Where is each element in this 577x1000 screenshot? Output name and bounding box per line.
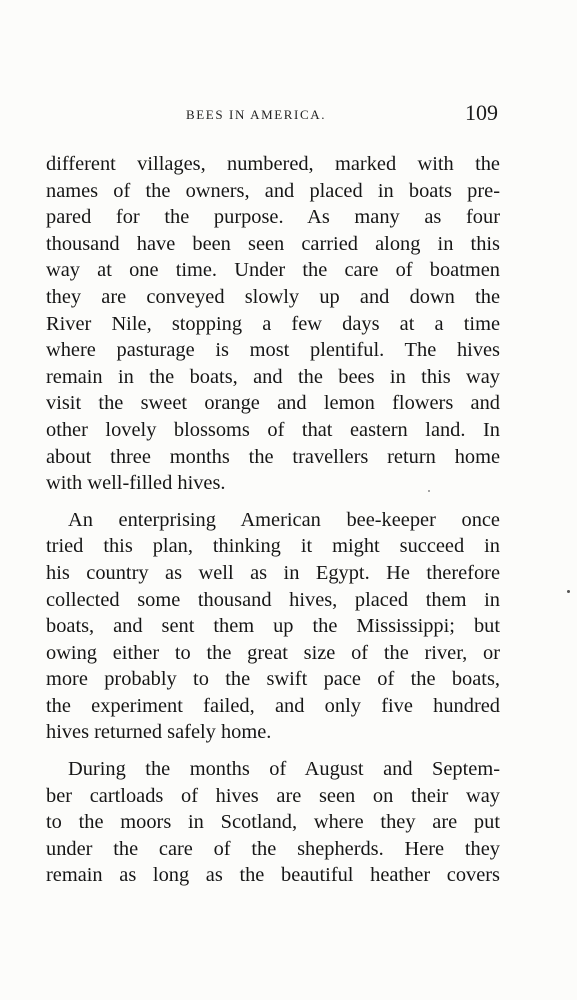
text-line: the experiment failed, and only five hundred <box>46 694 500 717</box>
text-line: to the moors in Scotland, where they are put <box>46 811 500 834</box>
print-speck <box>567 590 570 593</box>
text-line: under the care of the shepherds. Here they <box>46 837 500 860</box>
text-line: more probably to the swift pace of the boats, <box>46 668 500 691</box>
text-line: During the months of August and Septem- <box>68 758 500 781</box>
page-header <box>46 100 498 130</box>
text-line: with well-filled hives. <box>46 472 226 495</box>
text-line: names of the owners, and placed in boats pre- <box>46 179 500 202</box>
text-line: about three months the travellers return home <box>46 445 500 468</box>
paragraph-2 <box>46 507 500 746</box>
page-number: 109 <box>465 100 498 125</box>
body-text <box>46 151 500 889</box>
text-line: ber cartloads of hives are seen on their way <box>46 784 500 807</box>
text-line: they are conveyed slowly up and down the <box>46 285 500 308</box>
paragraph-1 <box>46 151 500 497</box>
text-line: different villages, numbered, marked with the <box>46 153 500 175</box>
text-line: boats, and sent them up the Mississippi; but <box>46 615 500 638</box>
text-line: hives returned safely home. <box>46 721 272 744</box>
text-line: remain in the boats, and the bees in this way <box>46 365 500 388</box>
text-line: tried this plan, thinking it might succeed in <box>46 535 500 558</box>
text-line: collected some thousand hives, placed them in <box>46 588 500 611</box>
text-line: where pasturage is most plentiful. The hives <box>46 339 500 362</box>
text-line: remain as long as the beautiful heather covers <box>46 864 500 887</box>
text-line: River Nile, stopping a few days at a time <box>46 312 500 335</box>
text-line: An enterprising American bee-keeper once <box>68 508 500 531</box>
text-line: visit the sweet orange and lemon flowers and <box>46 392 500 415</box>
print-speck <box>428 490 430 492</box>
text-line: owing either to the great size of the river, or <box>46 641 500 664</box>
running-head: BEES IN AMERICA. <box>186 107 327 122</box>
text-line: thousand have been seen carried along in this <box>46 232 500 255</box>
text-line: other lovely blossoms of that eastern land. In <box>46 418 500 441</box>
text-line: way at one time. Under the care of boatmen <box>46 259 500 282</box>
text-line: pared for the purpose. As many as four <box>46 206 500 229</box>
paragraph-3 <box>46 756 500 889</box>
text-line: his country as well as in Egypt. He therefore <box>46 561 500 584</box>
